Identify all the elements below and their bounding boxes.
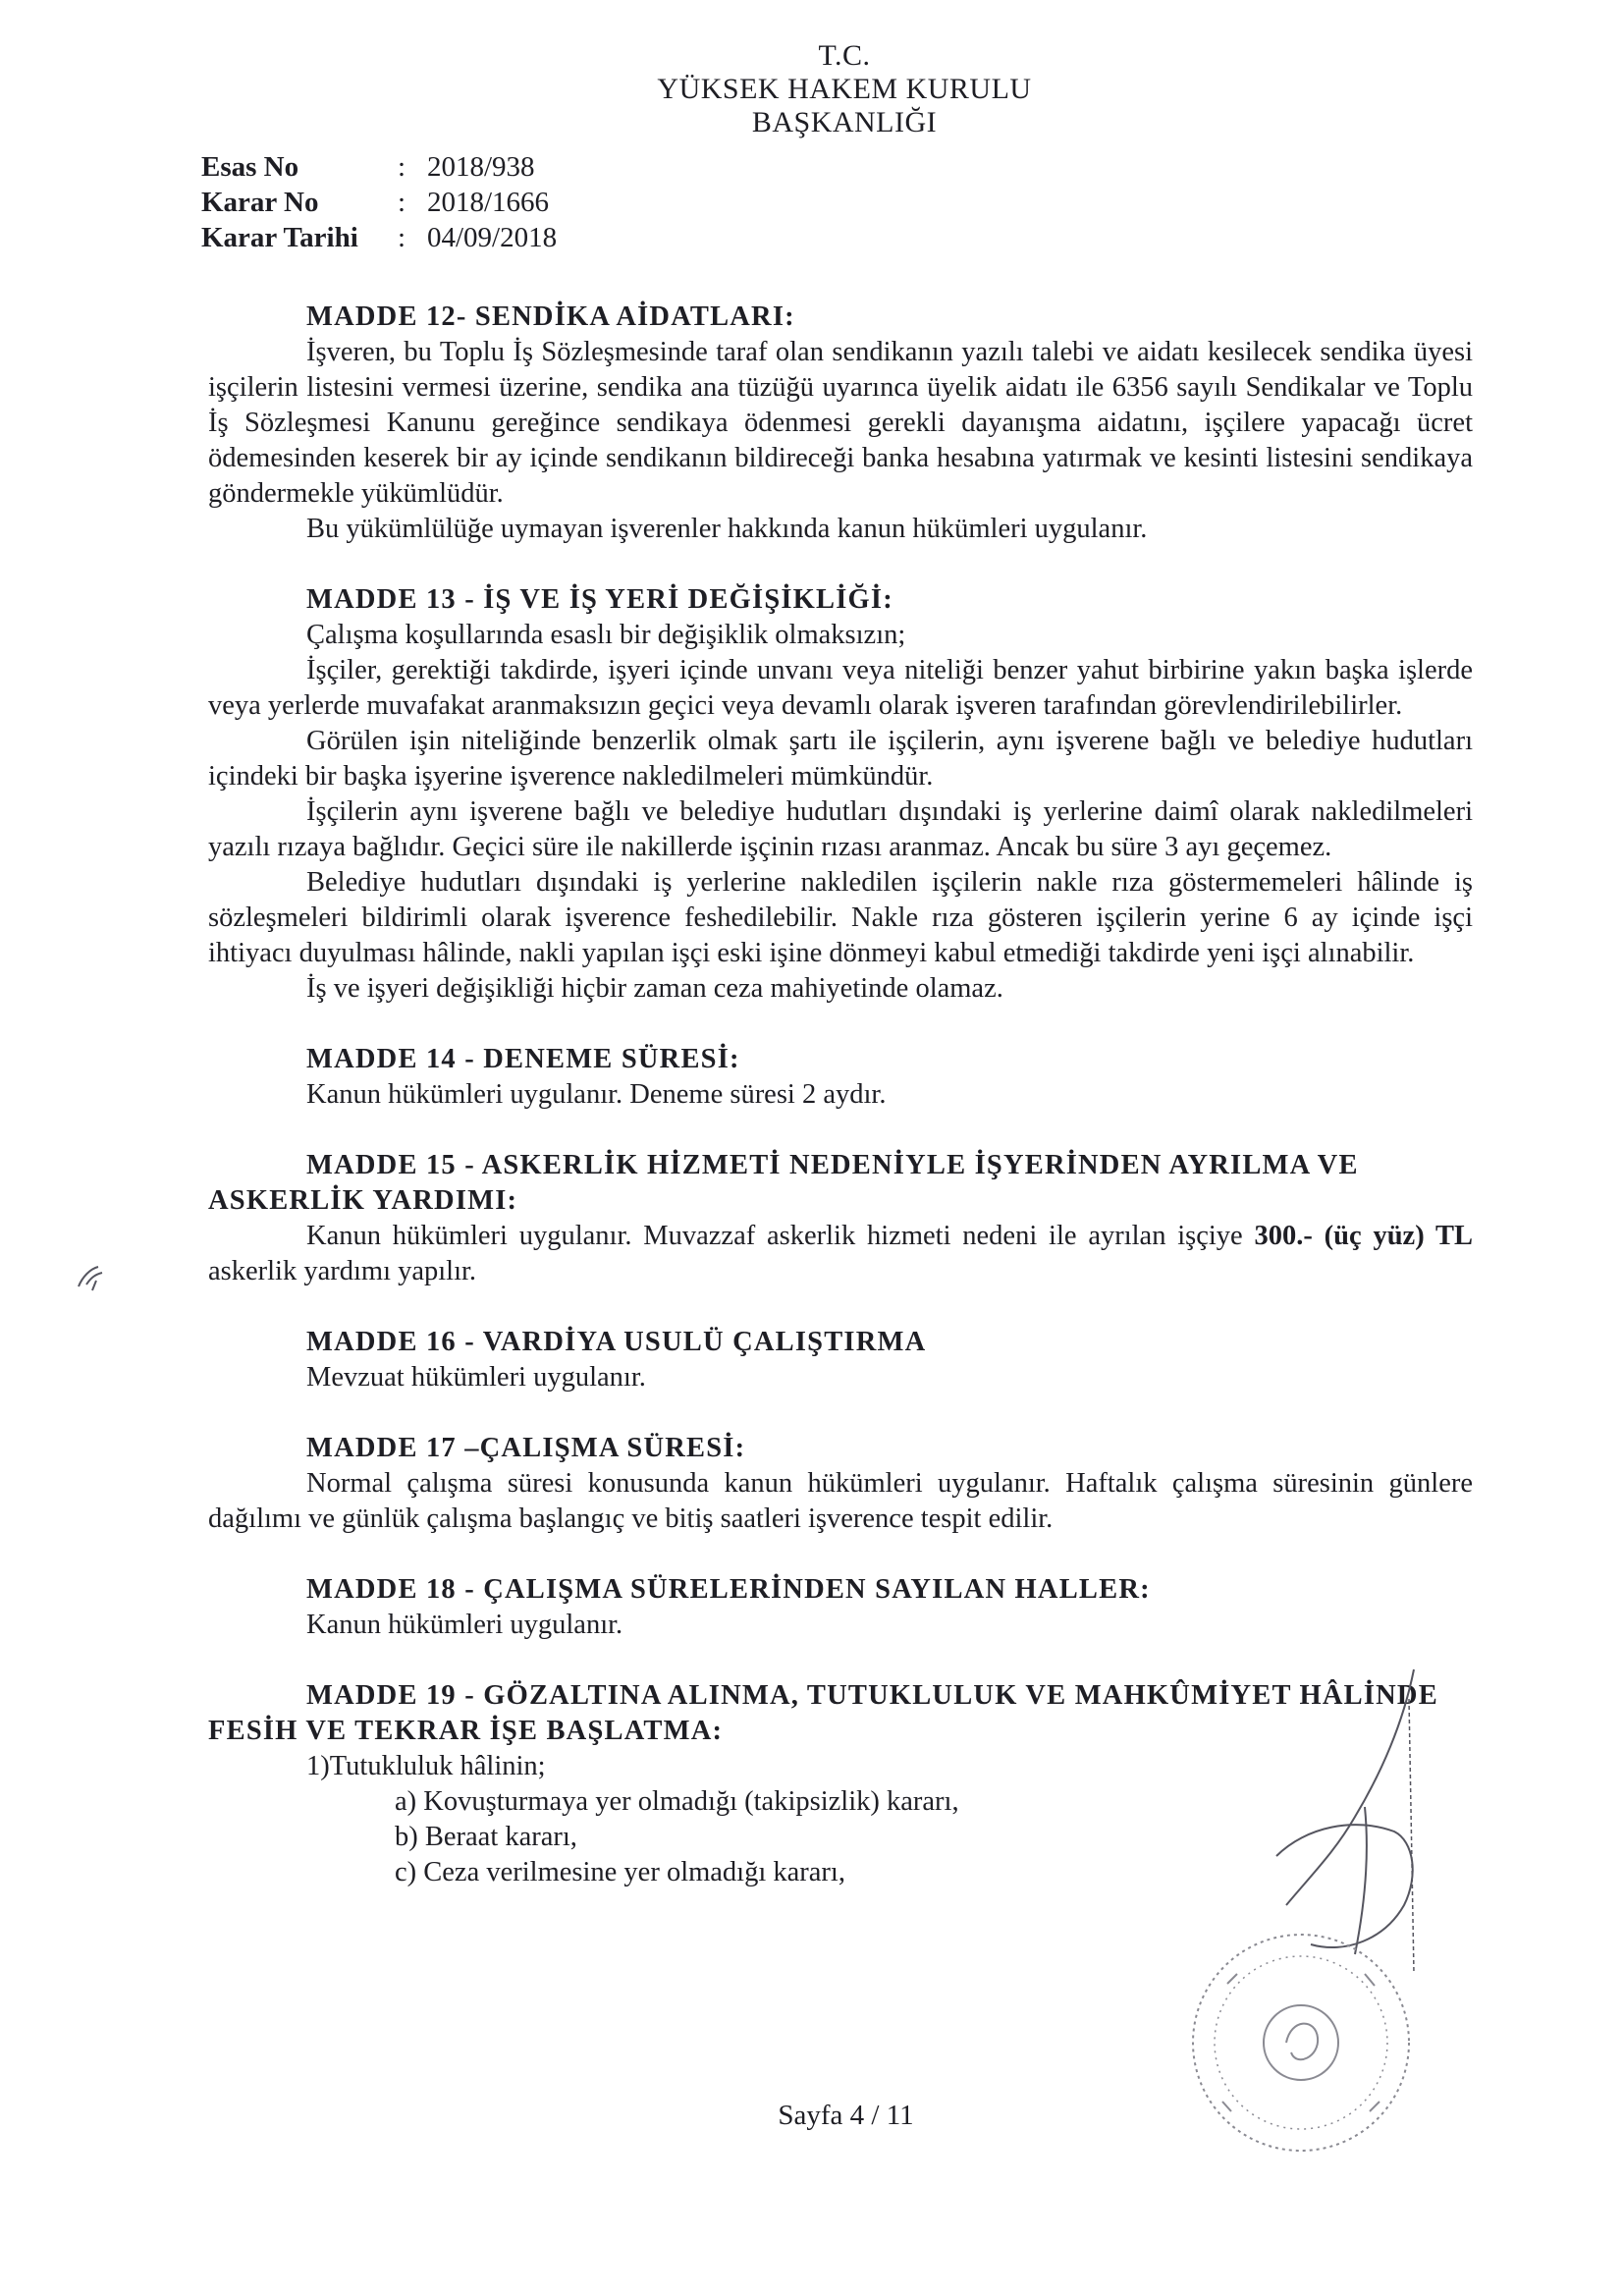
madde-19-subitem: c) Ceza verilmesine yer olmadığı kararı, [395, 1857, 845, 1887]
madde-12-paragraph: İşveren, bu Toplu İş Sözleşmesinde taraf olan sendikanın yazılı talebi ve aidatı kesilecek sendika üyesi işçilerin listesini vermesi üzerine, sendika ana tüzüğü uyarınca üyelik aidatı ile 6356 sayılı Sendikalar ve Toplu İş Sözleşmesi Kanunu gereğince sendikaya ödenmesi gerekli dayanışma aidatını, işçilere yapacağı ücret ödemesinden keserek bir ay içinde sendikanın bildireceği banka hesabına yatırmak ve kesinti listesini sendikaya göndermekle yükümlüdür. [208, 337, 1473, 509]
madde-15-title: MADDE 15 - ASKERLİK HİZMETİ NEDENİYLE İŞYERİNDEN AYRILMA VE ASKERLİK YARDIMI: [208, 1150, 1359, 1216]
meta-separator: : [398, 187, 406, 218]
meta-value: 2018/1666 [427, 187, 550, 218]
madde-12-paragraph: Bu yükümlülüğe uymayan işverenler hakkında kanun hükümleri uygulanır. [306, 514, 1148, 544]
madde-14-paragraph: Kanun hükümleri uygulanır. Deneme süresi 2 aydır. [306, 1079, 887, 1110]
header-line-office: BAŞKANLIĞI [751, 106, 938, 138]
madde-14-title: MADDE 14 - DENEME SÜRESİ: [306, 1044, 740, 1074]
madde-15-paragraph [208, 1219, 1473, 1289]
document-body [208, 300, 1473, 1890]
madde-13-paragraph: İş ve işyeri değişikliği hiçbir zaman ceza mahiyetinde olamaz. [306, 973, 1003, 1004]
meta-label: Karar No [201, 187, 319, 218]
case-metadata [201, 149, 557, 255]
madde-18-paragraph: Kanun hükümleri uygulanır. [306, 1610, 623, 1640]
madde-19-item: 1)Tutukluluk hâlinin; [306, 1751, 546, 1781]
madde-15-text-end: askerlik yardımı yapılır. [208, 1256, 477, 1286]
madde-16-title: MADDE 16 - VARDİYA USULÜ ÇALIŞTIRMA [306, 1327, 927, 1357]
meta-row-karar [201, 185, 557, 220]
madde-15-amount: 300.- (üç yüz) TL [1254, 1221, 1473, 1251]
header-line-tc: T.C. [818, 39, 871, 72]
madde-15-text: Kanun hükümleri uygulanır. Muvazzaf askerlik hizmeti nedeni ile ayrılan işçiye [306, 1221, 1255, 1251]
madde-19-title: MADDE 19 - GÖZALTINA ALINMA, TUTUKLULUK VE MAHKÛMİYET HÂLİNDE FESİH VE TEKRAR İŞE BAŞLATMA: [208, 1680, 1438, 1746]
page-number: Sayfa 4 / 11 [778, 2100, 914, 2131]
header-line-institution: YÜKSEK HAKEM KURULU [657, 73, 1032, 105]
madde-12-title: MADDE 12- SENDİKA AİDATLARI: [306, 301, 795, 332]
madde-17-title: MADDE 17 –ÇALIŞMA SÜRESİ: [306, 1433, 746, 1463]
madde-19-subitem: a) Kovuşturmaya yer olmadığı (takipsizlik) kararı, [395, 1786, 959, 1817]
meta-value: 2018/938 [427, 151, 535, 183]
meta-value: 04/09/2018 [427, 222, 558, 253]
document-header [550, 39, 1139, 139]
madde-13-paragraph: İşçiler, gerektiği takdirde, işyeri içinde unvanı veya niteliği benzer yahut birbirine yakın başka işlerde veya yerlerde muvafakat aranmaksızın geçici veya devamlı olarak işveren tarafından görevlendirilebilirler. [208, 655, 1473, 721]
meta-separator: : [398, 151, 406, 183]
madde-13-paragraph: Görülen işin niteliğinde benzerlik olmak şartı ile işçilerin, aynı işverene bağlı ve belediye hudutları içindeki bir başka işyerine işverence nakledilmeleri mümkündür. [208, 726, 1473, 792]
meta-separator: : [398, 222, 406, 253]
madde-13-paragraph: Belediye hudutları dışındaki iş yerlerine nakledilen işçilerin nakle rıza göstermemeleri hâlinde iş sözleşmeleri bildirimli olarak işverence feshedilebilir. Nakle rıza gösteren işçilerin yerine 6 ay içinde işçi ihtiyacı duyulması hâlinde, nakli yapılan işçi eski işine dönmeyi kabul etmediği takdirde yeni işçi alınabilir. [208, 867, 1473, 968]
meta-row-esas [201, 149, 557, 185]
madde-13-title: MADDE 13 - İŞ VE İŞ YERİ DEĞİŞİKLİĞİ: [306, 584, 893, 615]
meta-label: Esas No [201, 151, 299, 183]
madde-18-title: MADDE 18 - ÇALIŞMA SÜRELERİNDEN SAYILAN HALLER: [306, 1574, 1151, 1605]
madde-19-subitem: b) Beraat kararı, [395, 1822, 577, 1852]
official-seal-icon [1168, 1895, 1434, 2190]
madde-16-paragraph: Mevzuat hükümleri uygulanır. [306, 1362, 646, 1393]
madde-13-paragraph: İşçilerin aynı işverene bağlı ve belediye hudutları dışındaki iş yerlerine daimî olarak nakledilmeleri yazılı rızaya bağlıdır. Geçici süre ile nakillerde işçinin rızası aranmaz. Ancak bu süre 3 ayı geçemez. [208, 796, 1473, 862]
madde-17-paragraph: Normal çalışma süresi konusunda kanun hükümleri uygulanır. Haftalık çalışma süresinin günlere dağılımı ve günlük çalışma başlangıç ve bitiş saatleri işverence tespit edilir. [208, 1468, 1473, 1534]
meta-label: Karar Tarihi [201, 222, 358, 253]
meta-row-tarih [201, 220, 557, 255]
madde-13-paragraph: Çalışma koşullarında esaslı bir değişiklik olmaksızın; [306, 620, 906, 650]
margin-scribble-icon [73, 1257, 112, 1296]
